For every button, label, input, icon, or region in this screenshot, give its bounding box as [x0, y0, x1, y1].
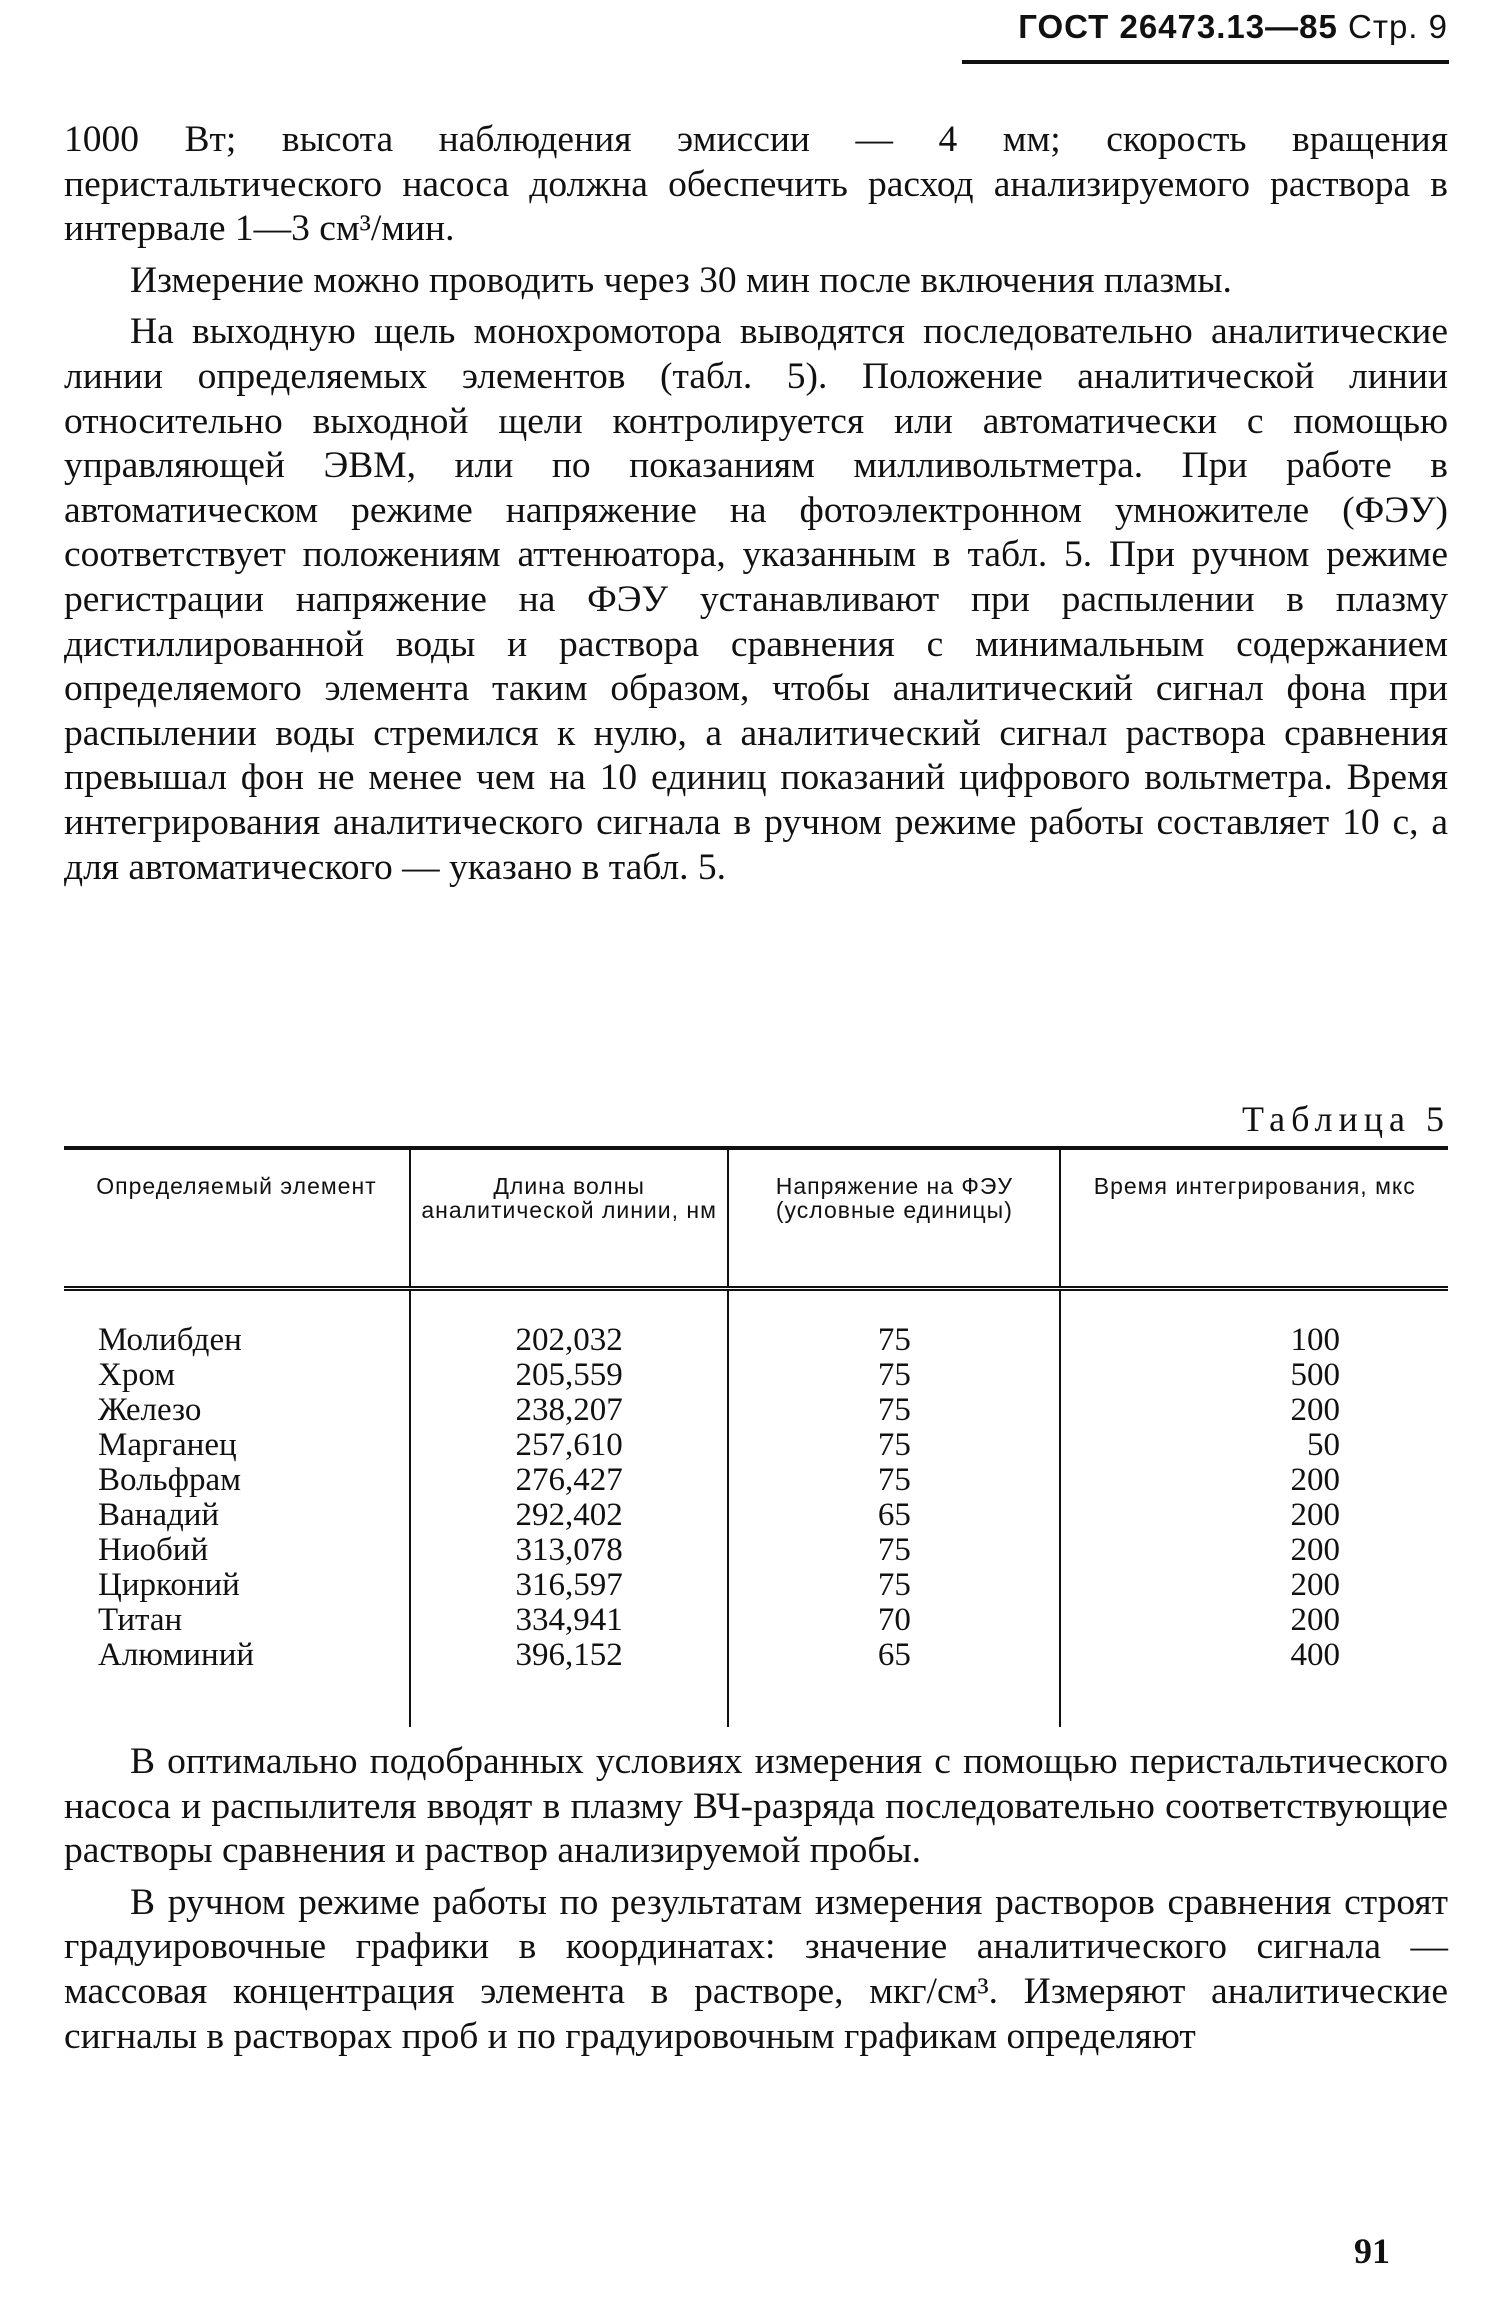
header-rule — [962, 60, 1449, 64]
table-caption: Таблица 5 — [1242, 1099, 1450, 1139]
header-integration-time: Время интегрирования, мкс — [1060, 1148, 1448, 1289]
cell-voltage: 70 — [728, 1603, 1060, 1638]
table-row — [64, 1463, 1448, 1498]
cell-wavelength: 313,078 — [410, 1533, 728, 1568]
cell-wavelength: 334,941 — [410, 1603, 728, 1638]
cell-voltage: 75 — [728, 1533, 1060, 1568]
cell-voltage: 75 — [728, 1393, 1060, 1428]
cell-voltage: 75 — [728, 1568, 1060, 1603]
cell-wavelength: 205,559 — [410, 1358, 728, 1393]
cell-element: Ниобий — [98, 1532, 209, 1568]
cell-integration-time: 200 — [1060, 1393, 1448, 1428]
table-row — [64, 1358, 1448, 1393]
cell-wavelength: 276,427 — [410, 1463, 728, 1498]
table-row — [64, 1289, 1448, 1359]
cell-voltage: 75 — [728, 1358, 1060, 1393]
cell-wavelength: 257,610 — [410, 1428, 728, 1463]
cell-voltage: 75 — [728, 1463, 1060, 1498]
cell-element: Алюминий — [98, 1637, 255, 1673]
cell-element: Молибден — [98, 1322, 242, 1358]
intro-text-block — [64, 118, 1448, 890]
table-row — [64, 1638, 1448, 1727]
paragraph-4: В оптимально подобранных условиях измерения с помощью перистальтического насоса и распылителя вводят в плазму ВЧ-разряда последовательно соответствующие растворы сравнения и раствор анализируемой пробы. — [64, 1741, 1448, 1872]
paragraph-5: В ручном режиме работы по результатам измерения растворов сравнения строят градуировочные графики в координатах: значение аналитического сигнала — массовая концентрация элемента в растворе, мкг/см³. Измеряют аналитические сигналы в растворах проб и по градуировочным графикам определяют — [64, 1881, 1448, 2057]
paragraph-1: 1000 Вт; высота наблюдения эмиссии — 4 мм; скорость вращения перистальтического насоса должна обеспечить расход анализируемого раствора в интервале 1—3 см³/мин. — [64, 119, 1448, 250]
cell-element: Марганец — [98, 1427, 237, 1463]
cell-integration-time: 200 — [1060, 1533, 1448, 1568]
elements-table — [64, 1146, 1448, 1727]
cell-element: Титан — [98, 1602, 183, 1638]
cell-voltage: 75 — [728, 1428, 1060, 1463]
cell-wavelength: 238,207 — [410, 1393, 728, 1428]
cell-integration-time: 200 — [1060, 1568, 1448, 1603]
cell-integration-time: 100 — [1060, 1289, 1448, 1359]
cell-wavelength: 202,032 — [410, 1289, 728, 1359]
cell-integration-time: 200 — [1060, 1603, 1448, 1638]
paragraph-2: Измерение можно проводить через 30 мин после включения плазмы. — [130, 259, 1232, 301]
cell-integration-time: 50 — [1060, 1428, 1448, 1463]
table-row — [64, 1603, 1448, 1638]
closing-text-block — [64, 1740, 1448, 2059]
table-header-row — [64, 1148, 1448, 1289]
cell-wavelength: 292,402 — [410, 1498, 728, 1533]
page-header — [960, 8, 1448, 46]
header-element: Определяемый элемент — [64, 1148, 410, 1289]
header-voltage: Напряжение на ФЭУ (условные единицы) — [728, 1148, 1060, 1289]
cell-integration-time: 400 — [1060, 1638, 1448, 1727]
table-row — [64, 1498, 1448, 1533]
page-label: Стр. 9 — [1348, 8, 1448, 45]
cell-voltage: 75 — [728, 1289, 1060, 1359]
cell-integration-time: 200 — [1060, 1498, 1448, 1533]
cell-element: Хром — [98, 1357, 176, 1393]
table-row — [64, 1428, 1448, 1463]
standard-number: ГОСТ 26473.13—85 — [1018, 8, 1338, 45]
cell-voltage: 65 — [728, 1498, 1060, 1533]
cell-element: Ванадий — [98, 1497, 220, 1533]
table-row — [64, 1568, 1448, 1603]
page-number: 91 — [1354, 2231, 1390, 2271]
cell-integration-time: 200 — [1060, 1463, 1448, 1498]
cell-integration-time: 500 — [1060, 1358, 1448, 1393]
header-wavelength: Длина волны аналитической линии, нм — [410, 1148, 728, 1289]
cell-element: Железо — [98, 1392, 202, 1428]
table-row — [64, 1533, 1448, 1568]
cell-voltage: 65 — [728, 1638, 1060, 1727]
cell-element: Цирконий — [98, 1567, 240, 1603]
table-row — [64, 1393, 1448, 1428]
cell-wavelength: 396,152 — [410, 1638, 728, 1727]
cell-wavelength: 316,597 — [410, 1568, 728, 1603]
paragraph-3: На выходную щель монохромотора выводятся последовательно аналитические линии определяемых элементов (табл. 5). Положение аналитической линии относительно выходной щели контролируется или автоматически с помощью управляющей ЭВМ, или по показаниям милливольтметра. При работе в автоматическом режиме напряжение на фотоэлектронном умножителе (ФЭУ) соответствует положениям аттенюатора, указанным в табл. 5. При ручном режиме регистрации напряжение на ФЭУ устанавливают при распылении в плазму дистиллированной воды и раствора сравнения с минимальным содержанием определяемого элемента таким образом, чтобы аналитический сигнал фона при распылении воды стремился к нулю, а аналитический сигнал раствора сравнения превышал фон не менее чем на 10 единиц показаний цифрового вольтметра. Время интегрирования аналитического сигнала в ручном режиме работы составляет 10 с, а для автоматического — указано в табл. 5. — [64, 311, 1448, 888]
table-body — [64, 1289, 1448, 1728]
cell-element: Вольфрам — [98, 1462, 242, 1498]
